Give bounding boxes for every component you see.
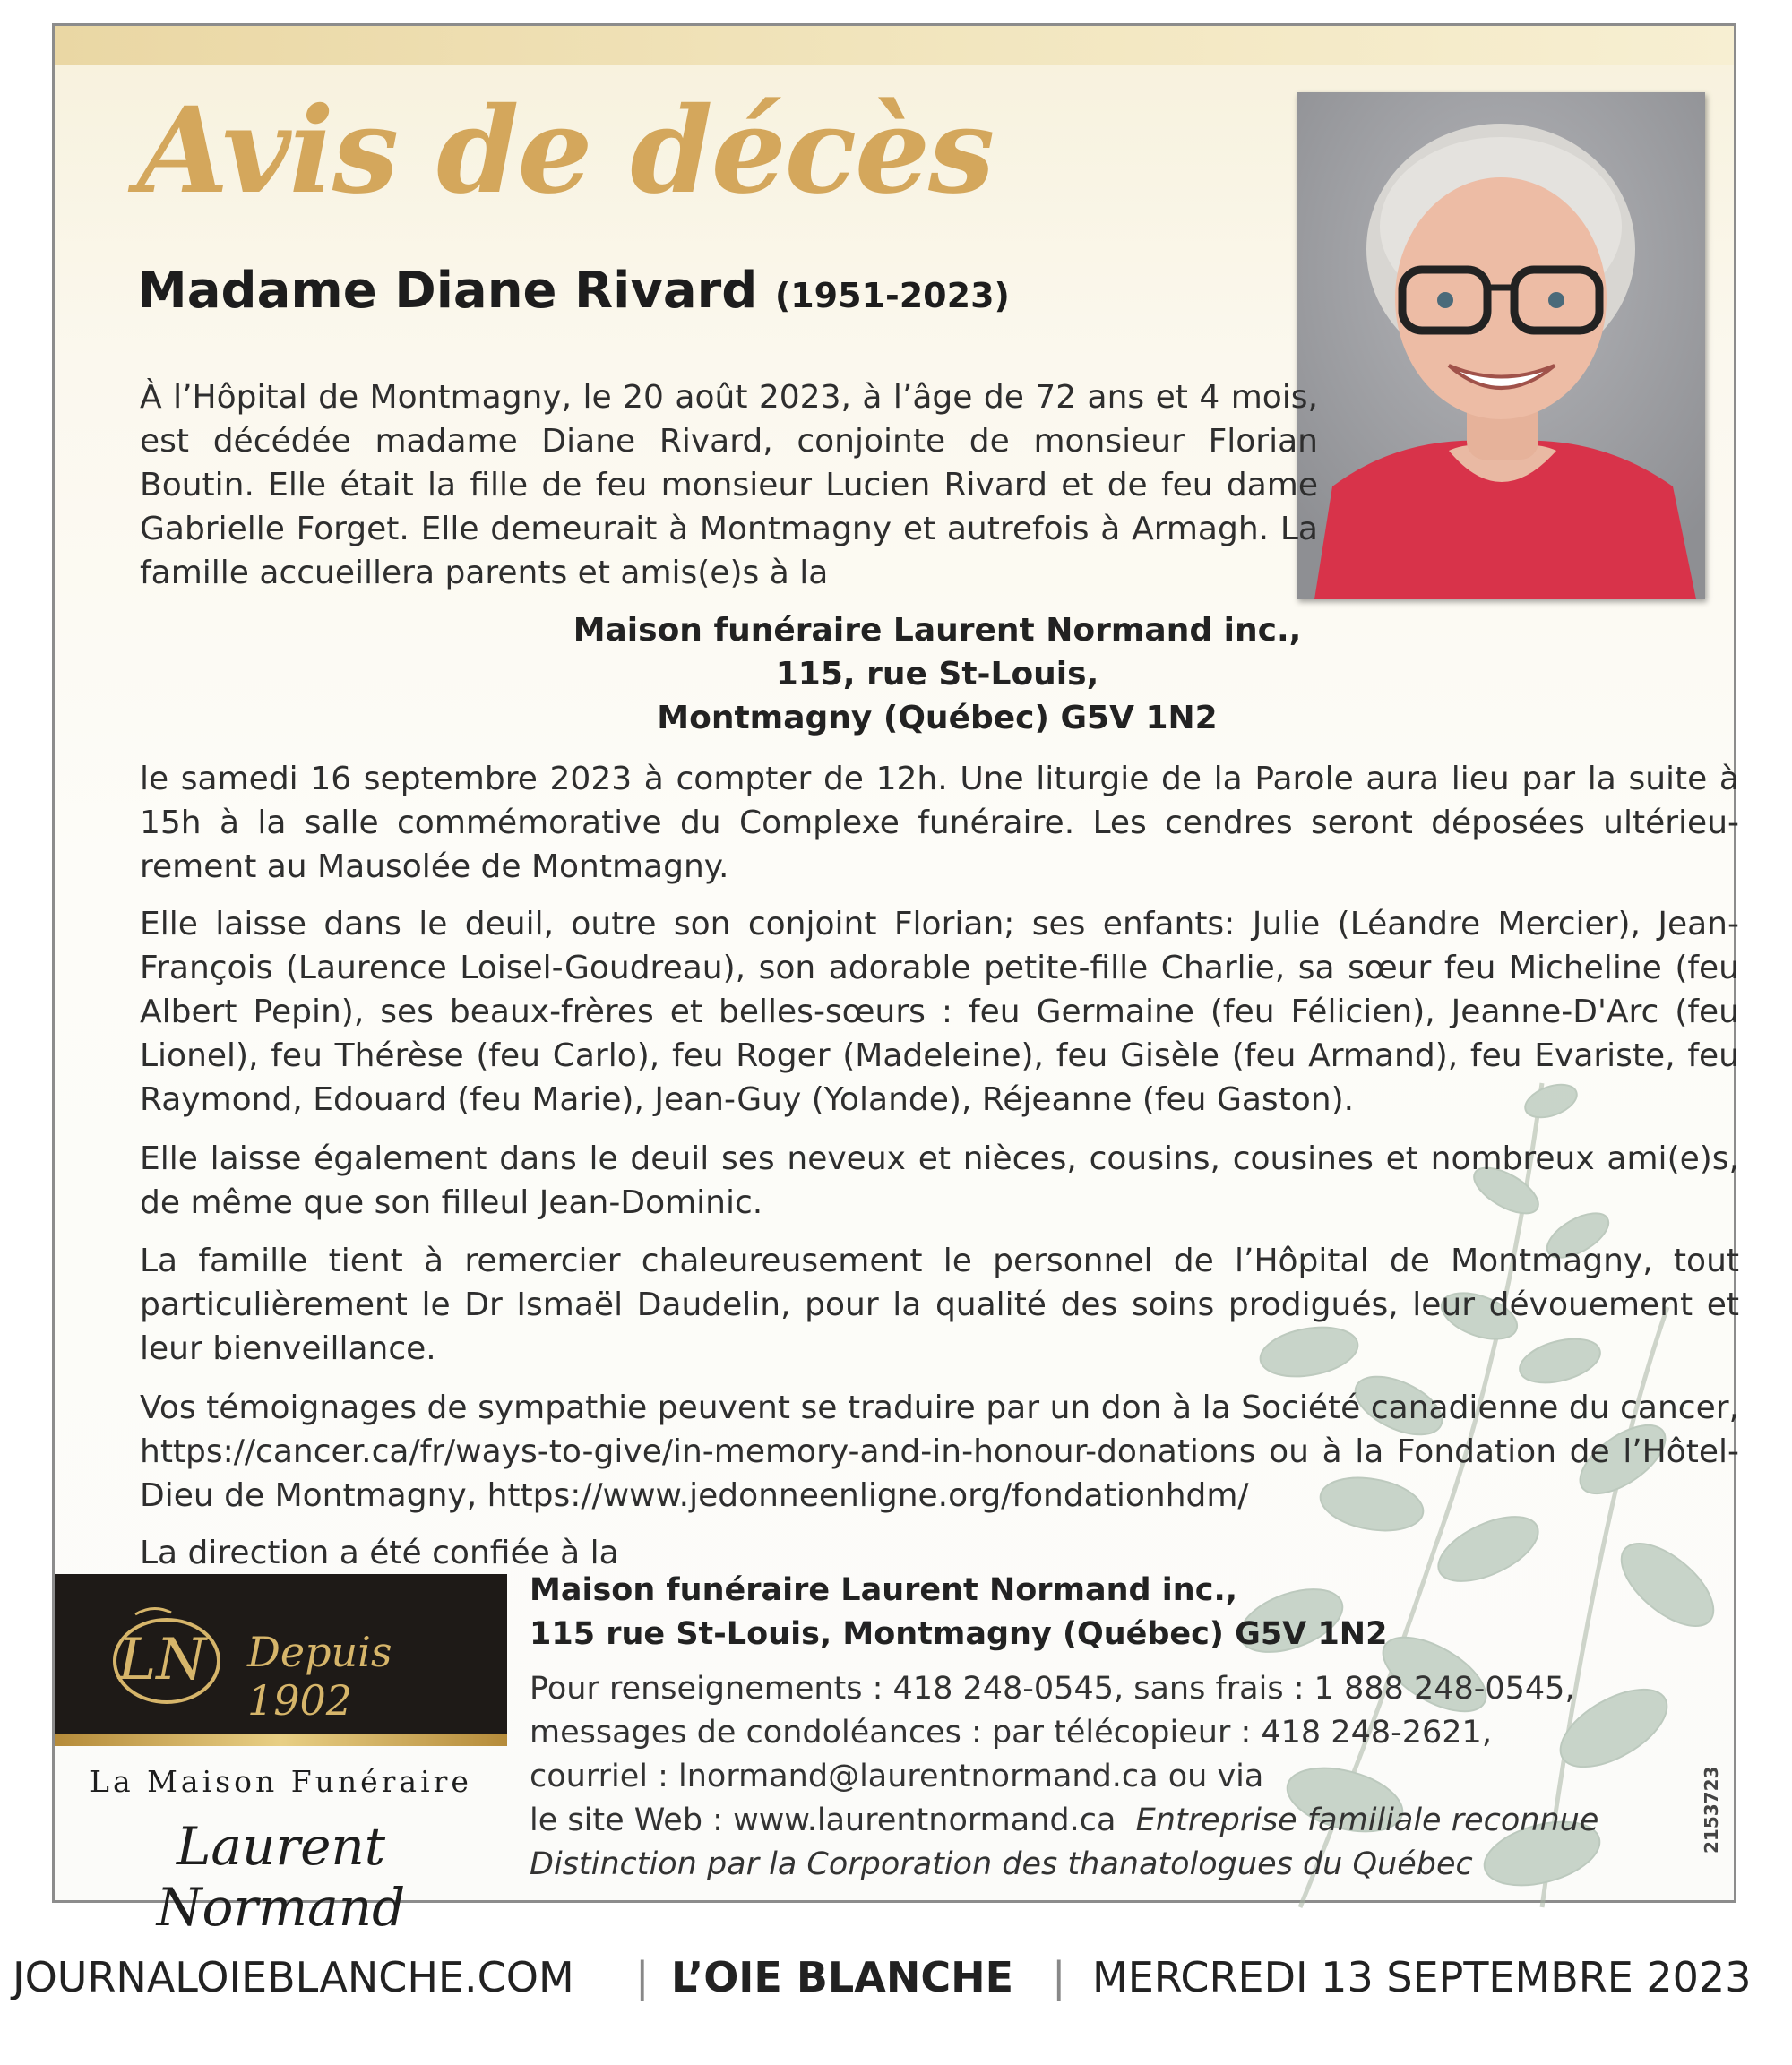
contact-tagline: Entreprise familiale reconnue — [1135, 1803, 1599, 1838]
funeral-home-name-line-1: Maison funéraire Laurent Normand inc., — [530, 1572, 1238, 1608]
visitation-address — [409, 608, 1466, 740]
portrait-photo — [1297, 92, 1705, 599]
funeral-home-logo — [55, 1574, 507, 1734]
contact-email-line: courriel : lnormand@laurentnormand.ca ou via — [530, 1759, 1264, 1794]
logo-label: La Maison Funéraire — [90, 1764, 472, 1799]
footer-date: MERCREDI 13 SEPTEMBRE 2023 — [1092, 1953, 1752, 2001]
footer-website: JOURNALOIEBLANCHE.COM — [13, 1953, 574, 2001]
contact-fax-line: messages de condoléances : par télécopieur : 418 248-2621, — [530, 1715, 1492, 1751]
notice-title: Avis de décès — [137, 82, 994, 220]
deceased-name: Madame Diane Rivard — [137, 262, 758, 320]
ln-monogram-icon — [82, 1596, 243, 1713]
funeral-home-contact — [530, 1667, 1712, 1887]
footer-separator: | — [635, 1953, 650, 2001]
ad-reference-number: 2153723 — [1701, 1766, 1722, 1854]
obituary-notice — [52, 23, 1739, 1938]
visitation-paragraph: le samedi 16 septembre 2023 à compter de 12h. Une liturgie de la Parole aura lieu par la suite à 15h à la salle commémorative du Complexe funéraire. Les cendres seront déposées ultérieu-rement au Mausolée de Montmagny. — [140, 761, 1739, 885]
family-paragraph: Elle laisse dans le deuil, outre son conjoint Florian; ses enfants: Julie (Léandre Mercier), Jean-François (Laurence Loisel-Goudreau), son adorable petite-fille Charlie, sa sœur feu Micheline (feu Albert Pepin), ses beaux-frères et belles-sœurs : feu Germaine (feu Félicien), Jeanne-D'Arc (feu Lionel), feu Thérèse (feu Carlo), feu Roger (Madeleine), feu Gisèle (feu Armand), feu Evariste, feu Raymond, Edouard (feu Marie), Jean-Guy (Yolande), Réjeanne (feu Gaston). — [140, 906, 1739, 1118]
funeral-home-name-line-2: 115 rue St-Louis, Montmagny (Québec) G5V 1N2 — [530, 1616, 1388, 1652]
contact-phone-line: Pour renseignements : 418 248-0545, sans frais : 1 888 248-0545, — [530, 1671, 1575, 1707]
gold-top-band — [55, 26, 1734, 65]
funeral-home-name — [530, 1569, 1694, 1656]
logo-gold-bar — [55, 1734, 507, 1746]
address-line-2: 115, rue St-Louis, — [775, 656, 1099, 693]
logo-signature: Laurent Normand — [156, 1816, 406, 1938]
deceased-name-line — [137, 261, 1010, 321]
contact-distinction: Distinction par la Corporation des thanatologues du Québec — [530, 1846, 1473, 1882]
intro-paragraph: À l’Hôpital de Montmagny, le 20 août 2023, à l’âge de 72 ans et 4 mois, est décédée madame Diane Rivard, conjointe de monsieur Florian Boutin. Elle était la fille de feu monsieur Lucien Rivard et de feu dame Gabrielle Forget. Elle demeurait à Montmagny et autrefois à Armagh. La famille accueillera parents et amis(e)s à la — [140, 379, 1318, 591]
contact-website: le site Web : www.laurentnormand.ca — [530, 1803, 1116, 1838]
page-footer — [13, 1953, 1782, 2007]
portrait-illustration — [1297, 92, 1705, 599]
address-line-3: Montmagny (Québec) G5V 1N2 — [657, 700, 1218, 736]
logo-since: Depuis 1902 — [247, 1628, 392, 1725]
footer-newspaper: L’OIE BLANCHE — [671, 1953, 1014, 2001]
logo-monogram: LN — [117, 1627, 207, 1693]
thanks-paragraph: La famille tient à remercier chaleureusement le personnel de l’Hôpital de Montmagny, tout particulièrement le Dr Ismaël Daudelin, pour la qualité des soins prodigués, leur dévouement et leur bienveillance. — [140, 1243, 1739, 1367]
relatives-paragraph: Elle laisse également dans le deuil ses neveux et nièces, cousins, cousines et nombreux ami(e)s, de même que son filleul Jean-Dominic. — [140, 1140, 1739, 1221]
contact-web-line — [530, 1799, 1712, 1843]
donations-paragraph: Vos témoignages de sympathie peuvent se traduire par un don à la Société canadienne du cancer, https://cancer.ca/fr/ways-to-give/in-memory-and-in-honour-donations ou à la Fondation de l’Hôtel-Dieu de Montmagny, https://www.jedonneenligne.org/fondationhdm/ — [140, 1390, 1739, 1514]
deceased-dates: (1951-2023) — [774, 276, 1010, 315]
direction-paragraph: La direction a été confiée à la — [140, 1535, 619, 1571]
footer-separator: | — [1052, 1953, 1066, 2001]
address-line-1: Maison funéraire Laurent Normand inc., — [573, 612, 1302, 649]
